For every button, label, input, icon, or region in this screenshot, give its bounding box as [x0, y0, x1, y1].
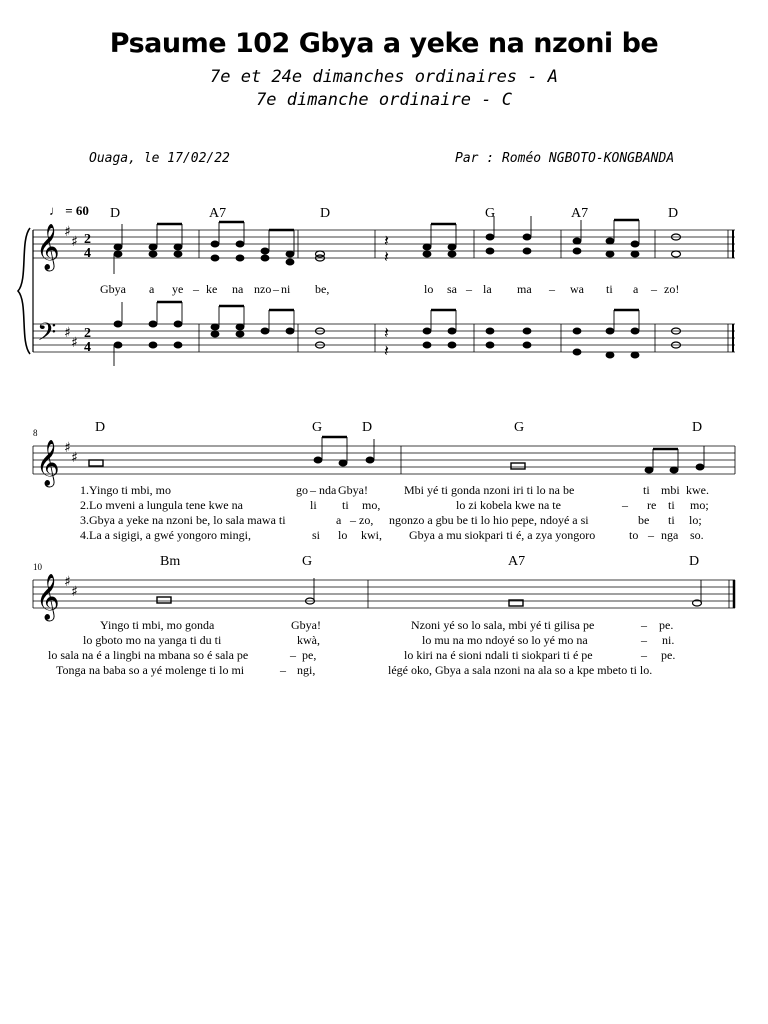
verse-lyric: Gbya! — [291, 618, 321, 632]
subtitle-occasion-1: 7e et 24e dimanches ordinaires - A — [210, 67, 558, 87]
verse-lyric: pe, — [302, 648, 317, 662]
lyric-syllable: ye — [172, 282, 184, 296]
svg-text:𝄽: 𝄽 — [384, 231, 389, 250]
chord-symbol: D — [110, 206, 121, 221]
lyric-syllable: a — [149, 282, 155, 296]
lyric-hyphen: – — [648, 528, 654, 542]
lyric-syllable: a — [633, 282, 639, 296]
song-title: Psaume 102 Gbya a yeke na nzoni be — [109, 28, 659, 59]
chord-symbol: G — [514, 420, 525, 435]
verse-lyric: mbi — [661, 483, 680, 497]
svg-text:2: 2 — [84, 326, 91, 341]
svg-text:𝄽: 𝄽 — [384, 341, 389, 360]
place-date: Ouaga, le 17/02/22 — [89, 151, 230, 166]
lyric-syllable: nzo — [254, 282, 272, 296]
verse-lyric: Tonga na baba so a yé molenge ti lo mi — [56, 663, 245, 677]
verse-lyric: go — [296, 483, 308, 497]
notes-system3 — [157, 578, 702, 606]
svg-text:♯: ♯ — [71, 234, 78, 250]
lyric-syllable: wa — [570, 282, 584, 296]
verse-lyric: ngonzo a gbu be ti lo hio pepe, ndoyé a si — [389, 513, 589, 527]
chord-symbol: D — [689, 554, 700, 569]
svg-text:♯: ♯ — [64, 440, 71, 456]
chord-symbol: D — [95, 420, 106, 435]
verse-lyric: ti — [643, 483, 650, 497]
rests-system1 — [384, 231, 389, 360]
verse-lyric: 1.Yingo ti mbi, mo — [80, 483, 172, 497]
verse-lyric: Mbi yé ti gonda nzoni iri ti lo na be — [404, 483, 575, 497]
verse-lyric: 4.La a sigigi, a gwé yongoro mingi, — [80, 528, 251, 542]
lyric-syllable: ni — [281, 282, 291, 296]
time-signature — [84, 232, 91, 355]
verse-lyric: re — [647, 498, 657, 512]
treble-clef-icon: 𝄞 — [36, 440, 60, 486]
notes-system2 — [89, 437, 704, 473]
verse-lyric: lo gboto mo na yanga ti du ti — [83, 633, 222, 647]
verse-lyric: ti — [342, 498, 349, 512]
subtitle-occasion-2: 7e dimanche ordinaire - C — [256, 90, 512, 110]
chord-symbol: Bm — [160, 554, 181, 569]
chord-symbol: A7 — [571, 206, 589, 221]
lyric-syllable: ke — [206, 282, 218, 296]
chord-symbol: G — [312, 420, 323, 435]
svg-text:2: 2 — [84, 232, 91, 247]
verse-lyric: Gbya! — [338, 483, 368, 497]
verse-lyric: to — [629, 528, 639, 542]
lyric-hyphen: – — [641, 618, 647, 632]
verse-lyric: lo — [338, 528, 348, 542]
verse-lyric: lo mu na mo ndoyé so lo yé mo na — [422, 633, 588, 647]
verse-lyric: be — [638, 513, 650, 527]
verse-lyric: 2.Lo mveni a lungula tene kwe na — [80, 498, 243, 512]
lyric-hyphen: – — [622, 498, 628, 512]
verse-lyric: nga — [661, 528, 679, 542]
lyric-syllable: zo! — [664, 282, 680, 296]
svg-text:♯: ♯ — [71, 335, 78, 351]
measure-number: 10 — [33, 562, 42, 572]
bass-clef-icon: 𝄢 — [37, 318, 57, 353]
svg-text:♯: ♯ — [71, 450, 78, 466]
chord-symbol: D — [668, 206, 679, 221]
lyric-syllable: la — [483, 282, 492, 296]
lyric-hyphen: – — [310, 483, 316, 497]
chord-symbol: D — [692, 420, 703, 435]
composer-credit: Par : Roméo NGBOTO-KONGBANDA — [455, 151, 675, 166]
chord-symbol: G — [485, 206, 496, 221]
lyric-hyphen: – — [549, 282, 555, 296]
verse-lyric: zo, — [359, 513, 374, 527]
svg-text:4: 4 — [84, 340, 91, 355]
chord-symbol: A7 — [209, 206, 227, 221]
lyric-syllable: na — [232, 282, 244, 296]
svg-text:♯: ♯ — [64, 325, 71, 341]
lyric-syllable: lo — [424, 282, 434, 296]
svg-text:4: 4 — [84, 246, 91, 261]
verse-lyric: kwe. — [686, 483, 709, 497]
lyric-syllable: Gbya — [100, 282, 126, 296]
verse-lyric: ti — [668, 498, 675, 512]
verse-lyric: légé oko, Gbya a sala nzoni na ala so a kpe mbeto ti lo. — [388, 663, 653, 677]
chord-symbol: D — [320, 206, 331, 221]
lyric-hyphen: – — [641, 648, 647, 662]
verse-lyric: pe. — [659, 618, 674, 632]
verse-lyric: ti — [668, 513, 675, 527]
verse-lyric: lo; — [689, 513, 702, 527]
lyric-hyphen: – — [651, 282, 657, 296]
verse-lyric: kwà, — [297, 633, 320, 647]
verse-lyric: lo zi kobela kwe na te — [456, 498, 561, 512]
verse-lyric: Gbya a mu siokpari ti é, a zya yongoro — [409, 528, 596, 542]
lyric-hyphen: – — [280, 663, 286, 677]
verse-lyric: kwi, — [361, 528, 382, 542]
svg-text:♯: ♯ — [64, 574, 71, 590]
verse-lyric: Yingo ti mbi, mo gonda — [100, 618, 215, 632]
svg-text:♯: ♯ — [71, 584, 78, 600]
verse-lyric: ni. — [662, 633, 675, 647]
lyric-hyphen: – — [350, 513, 356, 527]
verse-lyric: a — [336, 513, 342, 527]
grand-staff-brace — [18, 228, 30, 354]
verse-lyric: nda — [319, 483, 337, 497]
verse-lyric: lo kiri na é sioni ndali ti siokpari ti é pe — [404, 648, 593, 662]
verse-lyric: li — [310, 498, 317, 512]
verse-lyric: ngi, — [297, 663, 316, 677]
lyric-hyphen: – — [641, 633, 647, 647]
lyric-syllable: ma — [517, 282, 532, 296]
lyric-syllable: be, — [315, 282, 330, 296]
lyric-hyphen: – — [466, 282, 472, 296]
chord-symbol: D — [362, 420, 373, 435]
verse-lyric: mo; — [690, 498, 709, 512]
tempo-mark: ♩ = 60 — [49, 203, 89, 218]
measure-number: 8 — [33, 428, 38, 438]
treble-clef-icon: 𝄞 — [36, 574, 60, 620]
verse-lyric: 3.Gbya a yeke na nzoni be, lo sala mawa ti — [80, 513, 286, 527]
lyric-hyphen: – — [273, 282, 279, 296]
chord-symbol: G — [302, 554, 313, 569]
verse-lyric: pe. — [661, 648, 676, 662]
lyric-syllable: sa — [447, 282, 457, 296]
svg-text:𝄽: 𝄽 — [384, 323, 389, 342]
verse-lyric: mo, — [362, 498, 381, 512]
lyric-hyphen: – — [193, 282, 199, 296]
staff-system3 — [33, 580, 735, 608]
treble-clef-icon: 𝄞 — [36, 224, 60, 270]
staff-system2 — [33, 446, 735, 474]
key-signature-sharps-icon — [64, 224, 78, 600]
lyric-hyphen: – — [290, 648, 296, 662]
chord-symbol: A7 — [508, 554, 526, 569]
verse-lyric: Nzoni yé so lo sala, mbi yé ti gilisa pe — [411, 618, 595, 632]
quarter-note-icon: ♩ — [49, 203, 62, 218]
verse-lyric: so. — [690, 528, 704, 542]
lyric-syllable: ti — [606, 282, 613, 296]
svg-text:𝄽: 𝄽 — [384, 247, 389, 266]
verse-lyric: lo sala na é a lingbi na mbana so é sala pe — [48, 648, 249, 662]
svg-text:♯: ♯ — [64, 224, 71, 240]
verse-lyric: si — [312, 528, 321, 542]
